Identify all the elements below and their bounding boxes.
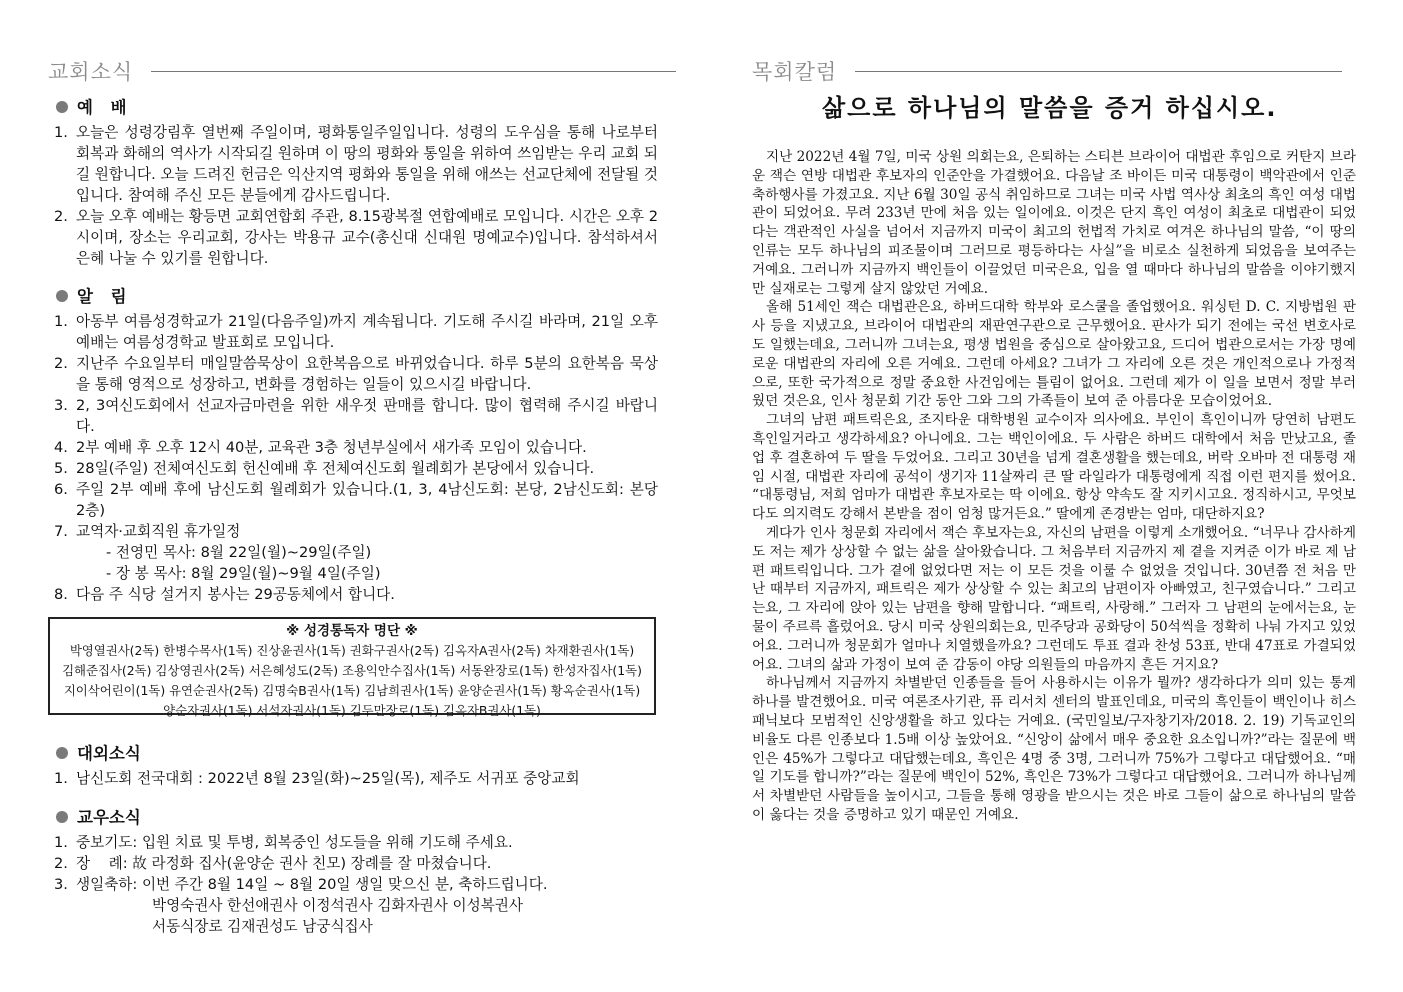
list-item	[48, 584, 658, 605]
item-text: 아동부 여름성경학교가 21일(다음주일)까지 계속됩니다. 기도해 주시길 바라며, 21일 오후예배는 여름성경학교 발표회로 모입니다.	[76, 313, 658, 351]
church-news-title: 교회소식	[48, 60, 134, 84]
item-number: 2.	[54, 355, 68, 372]
vacation-line: - 장 봉 목사: 8월 29일(월)~9월 4일(주일)	[106, 565, 381, 582]
roster-line: 양순자권사(1독) 서석자권사(1독) 김두만장로(1독) 김옥자B권사(1독)	[163, 703, 541, 718]
list-item	[48, 458, 658, 479]
item-number: 1.	[54, 770, 68, 787]
item-text: 오늘은 성령강림후 열번째 주일이며, 평화통일주일입니다. 성령의 도우심을 통해 나로부터 회복과 화해의 역사가 시작되길 원하며 이 땅의 평화와 통일을 위하여 쓰임받는 우리 교회 되길 원합니다. 오늘 드려진 헌금은 익산지역 평화와 통일을 위해 애쓰는 선교단체에 전달될 것입니다. 참여해 주신 모든 분들에게 감사드립니다.	[76, 124, 658, 204]
pastor-column-title: 목회칼럼	[752, 60, 838, 84]
item-text: 지난주 수요일부터 매일말씀묵상이 요한복음으로 바뀌었습니다. 하루 5분의 요한복음 묵상을 통해 영적으로 성장하고, 변화를 경험하는 일들이 있으시길 바랍니다.	[76, 355, 658, 393]
item-text: 교역자·교회직원 휴가일정	[76, 523, 241, 540]
item-text: 2부 예배 후 오후 12시 40분, 교육관 3층 청년부실에서 새가족 모임이 있습니다.	[76, 439, 587, 456]
list-item	[48, 437, 658, 458]
column-article	[752, 148, 1356, 825]
members-title: 교우소식	[77, 807, 141, 827]
item-text: 오늘 오후 예배는 황등면 교회연합회 주관, 8.15광복절 연합예배로 모입니다. 시간은 오후 2시이며, 장소는 우리교회, 강사는 박용규 교수(총신대 신대원 명예교수)입니다. 참석하셔서 은혜 나눌 수 있기를 원합니다.	[76, 208, 658, 267]
list-item	[48, 521, 658, 584]
header-rule	[151, 71, 676, 72]
item-number: 8.	[54, 586, 68, 603]
item-text: 2, 3여신도회에서 선교자금마련을 위한 새우젓 판매를 합니다. 많이 협력해 주시길 바랍니다.	[76, 397, 658, 435]
article-paragraph: 게다가 인사 청문회 자리에서 잭슨 후보자는요, 자신의 남편을 이렇게 소개했어요. “너무나 감사하게도 저는 제가 상상할 수 없는 삶을 살아왔습니다. 그 처음부터 지금까지 제 곁을 지켜준 이가 바로 제 남편 패트릭입니다. 그가 곁에 없었다면 저는 이 모든 것을 이룰 수 없었을 것입니다. 30년쯤 전 처음 만난 때부터 지금까지, 패트릭은 제가 상상할 수 있는 최고의 남편이자 아빠였고, 친구였습니다.” 그리고는요, 그 자리에 앉아 있는 남편을 향해 말합니다. “패트릭, 사랑해.” 그러자 그 남편의 눈에서는요, 눈물이 주르륵 흘렀어요. 당시 미국 상원의회는요, 민주당과 공화당이 50석씩을 정확히 나눠 가지고 있었어요. 그러니까 청문회가 얼마나 치열했을까요? 그런데도 투표 결과 찬성 53표, 반대 47표로 가결되었어요. 그녀의 삶과 가정이 보여 준 감동이 야당 의원들의 마음까지 흔든 거지요?	[752, 524, 1356, 673]
item-number: 3.	[54, 397, 68, 414]
item-number: 1.	[54, 124, 68, 141]
bullet-icon	[56, 290, 68, 302]
item-number: 6.	[54, 481, 68, 498]
worship-section	[48, 96, 658, 269]
pastor-column-header	[752, 56, 1342, 86]
item-number: 3.	[54, 876, 68, 893]
item-number: 5.	[54, 460, 68, 477]
item-text: 장 례: 故 라정화 집사(윤양순 권사 친모) 장례를 잘 마쳤습니다.	[76, 855, 492, 872]
item-number: 4.	[54, 439, 68, 456]
list-item	[48, 853, 658, 874]
item-text: 남신도회 전국대회 : 2022년 8월 23일(화)~25일(목), 제주도 서귀포 중앙교회	[76, 770, 580, 787]
list-item	[48, 768, 658, 789]
list-item	[48, 353, 658, 395]
church-news-header	[48, 56, 676, 86]
bullet-icon	[56, 101, 68, 113]
item-number: 2.	[54, 855, 68, 872]
item-number: 1.	[54, 313, 68, 330]
item-text: 28일(주일) 전체여신도회 헌신예배 후 전체여신도회 월례회가 본당에서 있습니다.	[76, 460, 595, 477]
bullet-icon	[56, 747, 68, 759]
notices-section	[48, 285, 658, 605]
external-title: 대외소식	[77, 743, 141, 763]
bullet-icon	[56, 811, 68, 823]
worship-heading	[56, 96, 658, 118]
item-number: 2.	[54, 208, 68, 225]
external-heading	[56, 742, 658, 764]
roster-title: ※ 성경통독자 명단 ※	[286, 623, 418, 639]
list-item	[48, 206, 658, 269]
list-item	[48, 395, 658, 437]
member-news-section	[48, 806, 658, 937]
list-item	[48, 874, 658, 937]
item-number: 1.	[54, 834, 68, 851]
item-text: 주일 2부 예배 후에 남신도회 월례회가 있습니다.(1, 3, 4남신도회: 본당, 2남신도회: 본당 2층)	[76, 481, 658, 519]
roster-line: 지이삭어린이(1독) 유연순권사(2독) 김명숙B권사(1독) 김남희권사(1독) 윤양순권사(1독) 황옥순권사(1독)	[63, 683, 641, 698]
members-heading	[56, 806, 658, 828]
list-item	[48, 832, 658, 853]
item-text: 중보기도: 입원 치료 및 투병, 회복중인 성도들을 위해 기도해 주세요.	[76, 834, 513, 851]
article-paragraph: 하나님께서 지금까지 차별받던 인종들을 들어 사용하시는 이유가 뭘까? 생각하다가 의미 있는 통계 하나를 발견했어요. 미국 여론조사기관, 퓨 리서치 센터의 발표인데요, 미국의 흑인들이 백인이나 히스패닉보다 모범적인 신앙생활을 하고 있다는 거예요. (국민일보/구자창기자/2018. 2. 19) 기독교인의 비율도 다른 인종보다 1.5배 이상 높았어요. “신앙이 삶에서 매우 중요한 요소입니까?”라는 질문에 백인은 45%가 그렇다고 대답했는데요, 흑인은 4명 중 3명, 그러니까 75%가 그렇다고 대답했어요. “매일 기도를 합니까?”라는 질문에 백인이 52%, 흑인은 73%가 그렇다고 대답했어요. 그러니까 하나님께서 차별받던 사람들을 높이시고, 그들을 통해 영광을 받으시는 것은 바로 그들이 삶으로 하나님의 말씀이 옳다는 것을 증명하고 있기 때문인 거예요.	[752, 675, 1356, 823]
list-item	[48, 122, 658, 206]
roster-line: 김해준집사(2독) 김상영권사(2독) 서은혜성도(2독) 조용익안수집사(1독) 서동완장로(1독) 한성자집사(1독)	[62, 663, 642, 678]
notices-title: 알 림	[77, 286, 133, 306]
article-paragraph: 올해 51세인 잭슨 대법관은요, 하버드대학 학부와 로스쿨을 졸업했어요. 워싱턴 D. C. 지방법원 판사 등을 지냈고요, 브라이어 대법관의 재판연구관으로 근무했어요. 판사가 되기 전에는 국선 변호사로도 일했는데요, 그러니까 그녀는요, 평생 법원을 중심으로 살아왔고요, 드디어 법관으로서는 가장 명예로운 대법관의 자리에 오른 거예요. 그런데 아세요? 그녀가 그 자리에 오른 것은 개인적으로나 가정적으로, 또한 국가적으로 정말 중요한 사건임에는 틀림이 없어요. 그런데 제가 이 일을 보면서 정말 부러웠던 것은요, 인사 청문회 기간 동안 그와 그의 가족들이 보여 준 아름다운 모습이었어요.	[752, 299, 1356, 410]
worship-title: 예 배	[77, 97, 133, 117]
notices-heading	[56, 285, 658, 307]
bible-reading-roster	[48, 617, 656, 718]
item-number: 7.	[54, 523, 68, 540]
column-headline: 삶으로 하나님의 말씀을 증거 하십시오.	[822, 94, 1278, 122]
list-item	[48, 311, 658, 353]
roster-line: 박영열권사(2독) 한병수목사(1독) 진상윤권사(1독) 권화구권사(2독) 김옥자A권사(2독) 차재환권사(1독)	[69, 643, 635, 658]
article-paragraph: 그녀의 남편 패트릭은요, 조지타운 대학병원 교수이자 의사에요. 부인이 흑인이니까 당연히 남편도 흑인일거라고 생각하세요? 아니에요. 그는 백인이에요. 두 사람은 하버드 대학에서 처음 만났고요, 졸업 후 결혼하여 두 딸을 두었어요. 그리고 30년을 넘게 결혼생활을 했는데요, 버락 오바마 전 대통령 재임 시절, 대법관 자리에 공석이 생기자 11살짜리 큰 딸 라일라가 대통령에게 직접 이런 편지를 썼어요. “대통령님, 저희 엄마가 대법관 후보자로는 딱 이에요. 항상 약속도 잘 지키시고요. 정직하시고, 무엇보다도 의지력도 강해서 본받을 점이 엄청 많거든요.” 딸에게 존경받는 엄마, 대단하지요?	[752, 412, 1356, 523]
external-news-section	[48, 742, 658, 789]
item-text: 다음 주 식당 설거지 봉사는 29공동체에서 합니다.	[76, 586, 395, 603]
list-item	[48, 479, 658, 521]
birthday-names: 서동식장로 김재권성도 남궁식집사	[152, 918, 373, 935]
birthday-names: 박영숙권사 한선애권사 이정석권사 김화자권사 이성복권사	[152, 897, 523, 914]
header-rule	[855, 71, 1342, 72]
item-text: 생일축하: 이번 주간 8월 14일 ~ 8월 20일 생일 맞으신 분, 축하드립니다.	[76, 876, 548, 893]
article-paragraph: 지난 2022년 4월 7일, 미국 상원 의회는요, 은퇴하는 스티븐 브라이어 대법관 후임으로 커탄지 브라운 잭슨 연방 대법관 후보자의 인준안을 가결했어요. 다음날 조 바이든 미국 대통령이 백악관에서 인준 축하행사를 가졌고요. 지난 6월 30일 공식 취임하므로 그녀는 미국 사법 역사상 최초의 흑인 여성 대법관이 되었어요. 무려 233년 만에 처음 있는 일이에요. 이것은 단지 흑인 여성이 최초로 대법관이 되었다는 객관적인 사실을 넘어서 지금까지 미국이 최고의 헌법적 가치로 여겨온 하나님의 말씀, “이 땅의 인류는 모두 하나님의 피조물이며 그러므로 평등하다는 사실”을 비로소 실천하게 되었음을 보여주는 거예요. 그러니까 지금까지 백인들이 이끌었던 미국은요, 입을 열 때마다 하나님의 말씀을 이야기했지만 실재로는 그렇게 살지 않았던 거예요.	[752, 149, 1356, 297]
vacation-line: - 전영민 목사: 8월 22일(월)~29일(주일)	[106, 544, 372, 561]
